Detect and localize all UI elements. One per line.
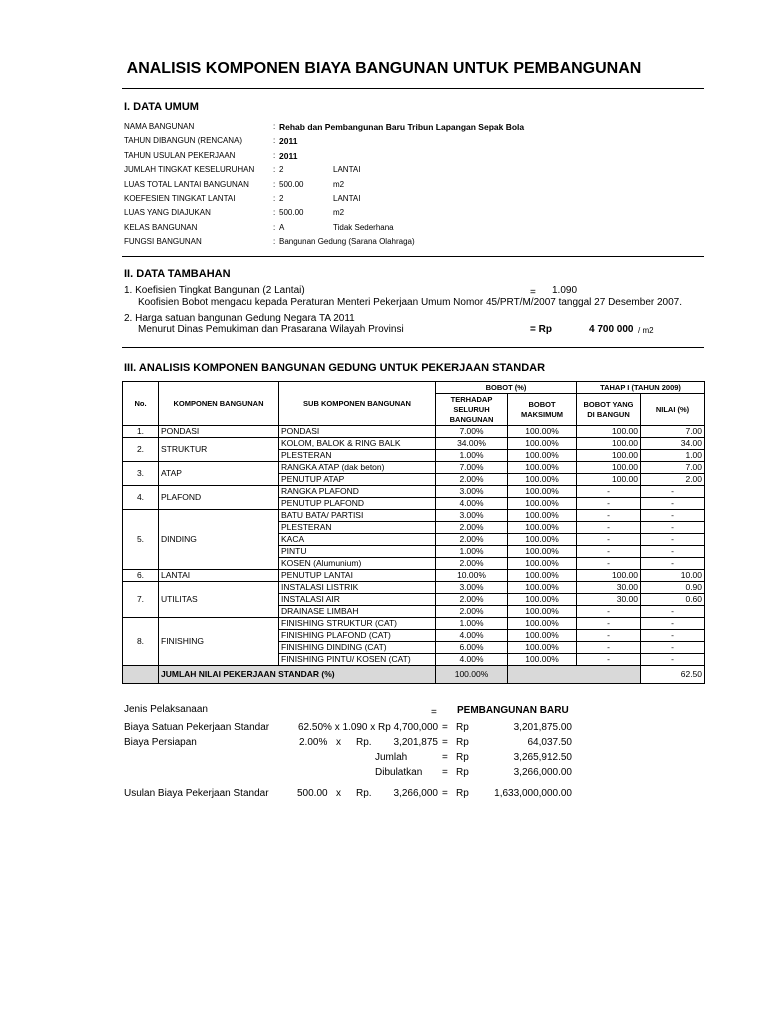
cell-terhadap: 4.00% <box>436 654 508 666</box>
data-umum-label: LUAS TOTAL LANTAI BANGUNAN <box>124 179 249 189</box>
data-umum-label: KOEFESIEN TINGKAT LANTAI <box>124 194 236 203</box>
divider <box>122 256 704 257</box>
total-spacer <box>508 666 641 684</box>
cell-maks: 100.00% <box>508 426 577 438</box>
cell-bobot-yang: - <box>577 618 641 630</box>
data-umum-unit: m2 <box>333 208 345 218</box>
data-umum-value: 2 <box>279 165 284 175</box>
cell-sub: INSTALASI LISTRIK <box>279 582 436 594</box>
cell-sub: BATU BATA/ PARTISI <box>279 510 436 522</box>
table-row <box>123 618 705 630</box>
dibulatkan-rp: Rp <box>456 767 469 778</box>
cell-sub: PLESTERAN <box>279 450 436 462</box>
cell-bobot-yang: 100.00 <box>577 570 641 582</box>
data-umum-colon: : <box>273 179 276 189</box>
cell-maks: 100.00% <box>508 582 577 594</box>
data-umum-value: 2 <box>279 194 284 203</box>
cell-nilai: - <box>641 510 705 522</box>
cell-terhadap: 2.00% <box>436 558 508 570</box>
cell-nilai: - <box>641 558 705 570</box>
analisis-table <box>122 381 705 684</box>
usulan-eq: = <box>442 788 448 799</box>
cell-terhadap: 2.00% <box>436 606 508 618</box>
biaya-persiapan-x: x <box>336 737 341 748</box>
total-nilai: 62.50 <box>641 666 705 684</box>
table-row <box>123 462 705 474</box>
cell-bobot-yang: 100.00 <box>577 462 641 474</box>
cell-terhadap: 6.00% <box>436 642 508 654</box>
cell-no: 3. <box>123 462 159 486</box>
total-terhadap: 100.00% <box>436 666 508 684</box>
col-header-nilai: NILAI (%) <box>641 394 705 426</box>
cell-bobot-yang: - <box>577 606 641 618</box>
data-umum-label: LUAS YANG DIAJUKAN <box>124 208 211 218</box>
cell-sub: KACA <box>279 534 436 546</box>
cell-no: 7. <box>123 582 159 618</box>
cell-sub: FINISHING PINTU/ KOSEN (CAT) <box>279 654 436 666</box>
col-header-no: No. <box>123 382 159 426</box>
cell-komponen: FINISHING <box>159 618 279 666</box>
cell-maks: 100.00% <box>508 498 577 510</box>
cell-nilai: - <box>641 546 705 558</box>
cell-sub: PONDASI <box>279 426 436 438</box>
data-umum-label: JUMLAH TINGKAT KESELURUHAN <box>124 165 255 175</box>
cell-nilai: - <box>641 522 705 534</box>
usulan-x: x <box>336 788 341 799</box>
section-analisis-heading: III. ANALISIS KOMPONEN BANGUNAN GEDUNG UNTUK PEKERJAAN STANDAR <box>124 362 546 374</box>
cell-komponen: PLAFOND <box>159 486 279 510</box>
cell-bobot-yang: 100.00 <box>577 474 641 486</box>
cell-terhadap: 2.00% <box>436 534 508 546</box>
koefisien-value: 1.090 <box>552 285 578 296</box>
cell-nilai: - <box>641 486 705 498</box>
table-row <box>123 426 705 438</box>
data-umum-colon: : <box>273 122 276 131</box>
cell-sub: PINTU <box>279 546 436 558</box>
cell-terhadap: 1.00% <box>436 450 508 462</box>
biaya-satuan-amount: 3,201,875.00 <box>513 722 572 733</box>
table-row <box>123 438 705 450</box>
jumlah-rp: Rp <box>456 752 469 763</box>
data-umum-label: TAHUN DIBANGUN (RENCANA) <box>124 136 243 146</box>
cell-sub: PLESTERAN <box>279 522 436 534</box>
data-umum-value: Bangunan Gedung (Sarana Olahraga) <box>279 237 415 247</box>
cell-terhadap: 1.00% <box>436 618 508 630</box>
data-umum-unit: LANTAI <box>333 194 361 203</box>
cell-sub: PENUTUP ATAP <box>279 474 436 486</box>
cell-nilai: 7.00 <box>641 462 705 474</box>
cell-no: 6. <box>123 570 159 582</box>
page-title: ANALISIS KOMPONEN BIAYA BANGUNAN UNTUK PEMBANGUNAN <box>126 60 642 77</box>
cell-maks: 100.00% <box>508 438 577 450</box>
biaya-persiapan-base: 3,201,875 <box>393 737 438 748</box>
cell-maks: 100.00% <box>508 654 577 666</box>
usulan-luas: 500.00 <box>297 788 328 799</box>
col-header-terhadap: TERHADAP SELURUH BANGUNAN <box>436 394 508 426</box>
cell-maks: 100.00% <box>508 486 577 498</box>
divider <box>122 347 704 348</box>
col-header-komponen: KOMPONEN BANGUNAN <box>159 382 279 426</box>
data-umum-unit: LANTAI <box>333 165 361 175</box>
data-umum-label: NAMA BANGUNAN <box>124 122 195 131</box>
col-header-maks: BOBOT MAKSIMUM <box>508 394 577 426</box>
cell-bobot-yang: - <box>577 546 641 558</box>
data-umum-label: KELAS BANGUNAN <box>124 222 198 232</box>
section-data-tambahan-heading: II. DATA TAMBAHAN <box>124 268 231 280</box>
data-umum-unit: m2 <box>333 179 345 189</box>
data-umum-value: Rehab dan Pembangunan Baru Tribun Lapangan Sepak Bola <box>279 122 525 132</box>
usulan-rp1: Rp. <box>356 788 372 799</box>
cell-komponen: DINDING <box>159 510 279 570</box>
data-umum-colon: : <box>273 237 276 247</box>
cell-terhadap: 2.00% <box>436 594 508 606</box>
dibulatkan-amount: 3,266,000.00 <box>513 767 572 778</box>
harga-satuan-label: 2. Harga satuan bangunan Gedung Negara TA 2011 <box>124 313 355 324</box>
biaya-satuan-formula: 62.50% x 1.090 x Rp 4,700,000 <box>298 722 439 733</box>
cell-sub: PENUTUP PLAFOND <box>279 498 436 510</box>
cell-bobot-yang: - <box>577 486 641 498</box>
cell-no: 5. <box>123 510 159 570</box>
data-umum-colon: : <box>273 165 276 175</box>
cell-sub: FINISHING DINDING (CAT) <box>279 642 436 654</box>
data-umum-value: 2011 <box>279 136 298 147</box>
usulan-base: 3,266,000 <box>393 788 438 799</box>
cell-no: 1. <box>123 426 159 438</box>
dibulatkan-label: Dibulatkan <box>375 767 423 778</box>
cell-komponen: ATAP <box>159 462 279 486</box>
data-umum-colon: : <box>273 208 276 218</box>
cell-terhadap: 1.00% <box>436 546 508 558</box>
biaya-persiapan-rp: Rp <box>456 737 469 748</box>
biaya-satuan-rp: Rp <box>456 722 469 733</box>
col-header-bobot-yang: BOBOT YANG DI BANGUN <box>577 394 641 426</box>
cell-sub: INSTALASI AIR <box>279 594 436 606</box>
cell-komponen: STRUKTUR <box>159 438 279 462</box>
cell-terhadap: 7.00% <box>436 426 508 438</box>
biaya-persiapan-pct: 2.00% <box>299 737 328 748</box>
cell-komponen: UTILITAS <box>159 582 279 618</box>
harga-value: 4 700 000 <box>589 324 634 335</box>
data-umum-value: 500.00 <box>279 179 304 189</box>
cell-nilai: - <box>641 618 705 630</box>
biaya-satuan-label: Biaya Satuan Pekerjaan Standar <box>124 722 270 733</box>
cell-maks: 100.00% <box>508 462 577 474</box>
cell-terhadap: 34.00% <box>436 438 508 450</box>
cell-bobot-yang: 30.00 <box>577 594 641 606</box>
data-umum-value: 2011 <box>279 150 298 161</box>
cell-nilai: - <box>641 642 705 654</box>
cell-no: 4. <box>123 486 159 510</box>
biaya-satuan-eq: = <box>442 722 448 733</box>
usulan-rp: Rp <box>456 788 469 799</box>
cell-no: 8. <box>123 618 159 666</box>
dibulatkan-eq: = <box>442 767 448 778</box>
cell-sub: FINISHING STRUKTUR (CAT) <box>279 618 436 630</box>
cell-maks: 100.00% <box>508 546 577 558</box>
jenis-pelaksanaan-label: Jenis Pelaksanaan <box>124 704 208 715</box>
cell-nilai: - <box>641 534 705 546</box>
total-label: JUMLAH NILAI PEKERJAAN STANDAR (%) <box>159 666 436 684</box>
col-header-tahap: TAHAP I (TAHUN 2009) <box>577 382 705 394</box>
cell-nilai: - <box>641 498 705 510</box>
jumlah-eq: = <box>442 752 448 763</box>
cell-terhadap: 2.00% <box>436 522 508 534</box>
cell-terhadap: 3.00% <box>436 510 508 522</box>
data-umum-value: 500.00 <box>279 208 304 218</box>
cell-komponen: PONDASI <box>159 426 279 438</box>
cell-maks: 100.00% <box>508 606 577 618</box>
data-umum-label: TAHUN USULAN PEKERJAAN <box>124 150 236 160</box>
biaya-persiapan-eq: = <box>442 737 448 748</box>
cell-terhadap: 3.00% <box>436 582 508 594</box>
data-umum-colon: : <box>273 194 276 203</box>
table-row <box>123 570 705 582</box>
cell-maks: 100.00% <box>508 630 577 642</box>
cell-terhadap: 10.00% <box>436 570 508 582</box>
col-header-bobot: BOBOT (%) <box>436 382 577 394</box>
jenis-eq: = <box>431 707 437 718</box>
cell-sub: KOLOM, BALOK & RING BALK <box>279 438 436 450</box>
cell-bobot-yang: 100.00 <box>577 450 641 462</box>
harga-eq: = Rp <box>530 324 552 335</box>
cell-bobot-yang: - <box>577 498 641 510</box>
table-row <box>123 510 705 522</box>
biaya-persiapan-amount: 64,037.50 <box>527 737 572 748</box>
cell-nilai: - <box>641 630 705 642</box>
cell-nilai: - <box>641 606 705 618</box>
cell-no: 2. <box>123 438 159 462</box>
cell-bobot-yang: - <box>577 642 641 654</box>
total-spacer <box>123 666 159 684</box>
cell-nilai: 2.00 <box>641 474 705 486</box>
cell-bobot-yang: - <box>577 630 641 642</box>
data-umum-colon: : <box>273 136 276 146</box>
jumlah-amount: 3,265,912.50 <box>513 752 572 763</box>
cell-nilai: 0.90 <box>641 582 705 594</box>
koefisien-tingkat-label: 1. Koefisien Tingkat Bangunan (2 Lantai) <box>124 285 305 296</box>
koefisien-eq: = <box>530 287 536 298</box>
cell-nilai: 34.00 <box>641 438 705 450</box>
koefisien-note: Koofisien Bobot mengacu kepada Peraturan Menteri Pekerjaan Umum Nomor 45/PRT/M/2007 tanggal 27 Desember 2007. <box>138 297 683 308</box>
cell-nilai: 1.00 <box>641 450 705 462</box>
cell-bobot-yang: 30.00 <box>577 582 641 594</box>
cell-maks: 100.00% <box>508 534 577 546</box>
cell-terhadap: 4.00% <box>436 498 508 510</box>
cell-sub: RANGKA ATAP (dak beton) <box>279 462 436 474</box>
cell-sub: DRAINASE LIMBAH <box>279 606 436 618</box>
cell-bobot-yang: - <box>577 654 641 666</box>
cell-maks: 100.00% <box>508 522 577 534</box>
cell-maks: 100.00% <box>508 510 577 522</box>
cell-bobot-yang: - <box>577 558 641 570</box>
cell-terhadap: 3.00% <box>436 486 508 498</box>
cell-maks: 100.00% <box>508 618 577 630</box>
cell-bobot-yang: 100.00 <box>577 438 641 450</box>
cell-maks: 100.00% <box>508 642 577 654</box>
biaya-persiapan-rp1: Rp. <box>356 737 372 748</box>
table-row <box>123 582 705 594</box>
data-umum-label: FUNGSI BANGUNAN <box>124 237 202 247</box>
cell-bobot-yang: - <box>577 534 641 546</box>
cell-nilai: 0.60 <box>641 594 705 606</box>
jumlah-label: Jumlah <box>375 752 408 763</box>
total-row <box>123 666 705 684</box>
cell-sub: KOSEN (Alumunium) <box>279 558 436 570</box>
jenis-pelaksanaan-value: PEMBANGUNAN BARU <box>457 705 569 716</box>
cell-maks: 100.00% <box>508 558 577 570</box>
cell-terhadap: 2.00% <box>436 474 508 486</box>
data-umum-value: A <box>279 222 285 232</box>
cell-maks: 100.00% <box>508 474 577 486</box>
divider <box>122 88 704 89</box>
cell-bobot-yang: 100.00 <box>577 426 641 438</box>
usulan-amount: 1,633,000,000.00 <box>494 788 572 799</box>
data-umum-colon: : <box>273 222 276 232</box>
section-data-umum-heading: I. DATA UMUM <box>124 101 199 113</box>
cell-bobot-yang: - <box>577 522 641 534</box>
cell-maks: 100.00% <box>508 570 577 582</box>
cell-sub: RANGKA PLAFOND <box>279 486 436 498</box>
cell-nilai: - <box>641 654 705 666</box>
data-umum-unit: Tidak Sederhana <box>333 222 394 232</box>
biaya-persiapan-label: Biaya Persiapan <box>124 737 197 748</box>
cell-bobot-yang: - <box>577 510 641 522</box>
cell-terhadap: 7.00% <box>436 462 508 474</box>
harga-satuan-source: Menurut Dinas Pemukiman dan Prasarana Wilayah Provinsi <box>138 324 404 335</box>
cell-komponen: LANTAI <box>159 570 279 582</box>
data-umum-colon: : <box>273 150 276 160</box>
table-row <box>123 486 705 498</box>
cell-nilai: 10.00 <box>641 570 705 582</box>
usulan-biaya-label: Usulan Biaya Pekerjaan Standar <box>124 788 269 799</box>
cell-maks: 100.00% <box>508 450 577 462</box>
cell-nilai: 7.00 <box>641 426 705 438</box>
col-header-sub: SUB KOMPONEN BANGUNAN <box>279 382 436 426</box>
cell-sub: PENUTUP LANTAI <box>279 570 436 582</box>
harga-unit: / m2 <box>638 326 654 335</box>
cell-terhadap: 4.00% <box>436 630 508 642</box>
cell-maks: 100.00% <box>508 594 577 606</box>
cell-sub: FINISHING PLAFOND (CAT) <box>279 630 436 642</box>
